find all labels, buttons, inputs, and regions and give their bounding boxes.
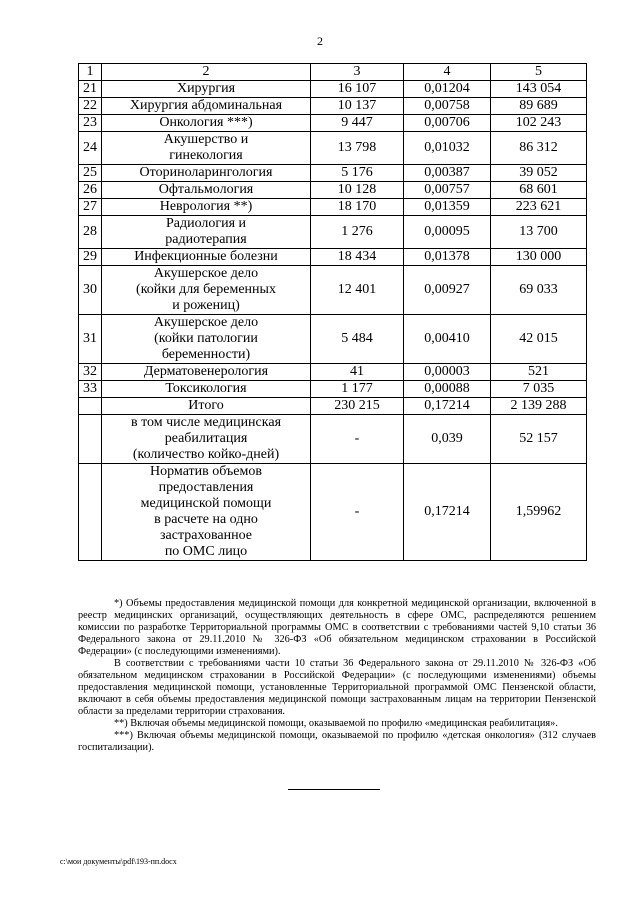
table-cell-c5: 521 <box>491 364 587 381</box>
table-cell-num: 25 <box>79 165 102 182</box>
table-cell-c3: 16 107 <box>311 81 404 98</box>
table-cell-num: 31 <box>79 315 102 364</box>
table-cell-name: Оториноларингология <box>102 165 311 182</box>
table-cell-num <box>79 415 102 464</box>
header-cell: 3 <box>311 64 404 81</box>
header-cell: 4 <box>404 64 491 81</box>
footnote: В соответствии с требованиями части 10 статьи 36 Федерального закона от 29.11.2010 № 326-ФЗ «Об обязательном медицинском страховании в Российской Федерации» (с последующими изменениями) объемы предоставления медицинской помощи, установленные Территориальной программой ОМС Пензенской области, включают в себя объемы предоставления медицинской помощи застрахованным лицам на территории Пензенской области за пределами территории страхования. <box>78 658 596 717</box>
table-cell-name: Хирургия <box>102 81 311 98</box>
table-cell-c5: 42 015 <box>491 315 587 364</box>
table-row <box>79 464 587 561</box>
table-cell-c4: 0,00088 <box>404 381 491 398</box>
table-cell-name: Неврология **) <box>102 199 311 216</box>
table-cell-name: Хирургия абдоминальная <box>102 98 311 115</box>
table-row <box>79 398 587 415</box>
table-cell-c3: 5 484 <box>311 315 404 364</box>
table-cell-c4: 0,17214 <box>404 464 491 561</box>
table-cell-c3: 12 401 <box>311 266 404 315</box>
table-cell-c3: - <box>311 415 404 464</box>
table-cell-c5: 7 035 <box>491 381 587 398</box>
header-cell: 5 <box>491 64 587 81</box>
table-cell-c3: 1 276 <box>311 216 404 249</box>
separator-line <box>288 789 380 790</box>
table-cell-name: Акушерское дело (койки патологии беременности) <box>102 315 311 364</box>
volumes-table <box>78 63 587 561</box>
table-cell-num: 22 <box>79 98 102 115</box>
table-cell-c4: 0,00095 <box>404 216 491 249</box>
table-cell-c3: 10 128 <box>311 182 404 199</box>
table-cell-name: Онкология ***) <box>102 115 311 132</box>
table-cell-c4: 0,00706 <box>404 115 491 132</box>
table-cell-name: Радиология и радиотерапия <box>102 216 311 249</box>
table-cell-c3: 9 447 <box>311 115 404 132</box>
table-cell-c4: 0,00757 <box>404 182 491 199</box>
table-cell-num: 29 <box>79 249 102 266</box>
table-cell-c3: 13 798 <box>311 132 404 165</box>
table-cell-num: 23 <box>79 115 102 132</box>
table-cell-num: 32 <box>79 364 102 381</box>
table-row <box>79 81 587 98</box>
page-number: 2 <box>317 34 323 48</box>
table-row <box>79 115 587 132</box>
file-path: c:\мои документы\pdf\193-пп.docx <box>60 857 177 866</box>
table-row <box>79 132 587 165</box>
table-cell-c5: 68 601 <box>491 182 587 199</box>
footnote: **) Включая объемы медицинской помощи, оказываемой по профилю «медицинская реабилитация». <box>114 718 558 729</box>
table-cell-num: 24 <box>79 132 102 165</box>
table-cell-c5: 102 243 <box>491 115 587 132</box>
table-cell-c3: 5 176 <box>311 165 404 182</box>
table-cell-c4: 0,00387 <box>404 165 491 182</box>
table-cell-num: 21 <box>79 81 102 98</box>
table-cell-c5: 69 033 <box>491 266 587 315</box>
table-cell-num: 27 <box>79 199 102 216</box>
table-cell-name: Офтальмология <box>102 182 311 199</box>
table-cell-c5: 130 000 <box>491 249 587 266</box>
table-cell-c3: - <box>311 464 404 561</box>
table-row <box>79 182 587 199</box>
header-cell: 2 <box>102 64 311 81</box>
table-row <box>79 415 587 464</box>
table-cell-c5: 13 700 <box>491 216 587 249</box>
table-cell-c5: 223 621 <box>491 199 587 216</box>
table-cell-c4: 0,039 <box>404 415 491 464</box>
table-cell-num <box>79 464 102 561</box>
table-cell-c4: 0,17214 <box>404 398 491 415</box>
table-row <box>79 266 587 315</box>
table-cell-c4: 0,01378 <box>404 249 491 266</box>
table-cell-c3: 41 <box>311 364 404 381</box>
table-cell-c4: 0,00410 <box>404 315 491 364</box>
table-cell-c4: 0,00758 <box>404 98 491 115</box>
table-cell-c4: 0,00927 <box>404 266 491 315</box>
table-cell-name: Акушерское дело (койки для беременных и рожениц) <box>102 266 311 315</box>
table-row <box>79 315 587 364</box>
table-row <box>79 165 587 182</box>
table-cell-c3: 10 137 <box>311 98 404 115</box>
table-row <box>79 98 587 115</box>
table-cell-c4: 0,01032 <box>404 132 491 165</box>
table-cell-name: Инфекционные болезни <box>102 249 311 266</box>
table-cell-c5: 89 689 <box>491 98 587 115</box>
table-row <box>79 216 587 249</box>
table-cell-num: 30 <box>79 266 102 315</box>
table-cell-c3: 1 177 <box>311 381 404 398</box>
table-cell-num: 28 <box>79 216 102 249</box>
table-cell-c5: 1,59962 <box>491 464 587 561</box>
table-cell-num <box>79 398 102 415</box>
footnotes <box>78 598 596 754</box>
table-cell-c4: 0,01359 <box>404 199 491 216</box>
footnote: *) Объемы предоставления медицинской помощи для конкретной медицинской организации, включенной в реестр медицинских организаций, осуществляющих деятельность в сфере ОМС, распределяются решением комиссии по разработке Территориальной программы ОМС в соответствии с требованиями частей 9,10 статьи 36 Федерального закона от 29.11.2010 № 326-ФЗ «Об обязательном медицинском страховании в Российской Федерации» (с последующими изменениями). <box>78 598 596 657</box>
table-cell-c5: 52 157 <box>491 415 587 464</box>
table-cell-name: в том числе медицинская реабилитация (количество койко-дней) <box>102 415 311 464</box>
table-row <box>79 364 587 381</box>
table-cell-name: Дерматовенерология <box>102 364 311 381</box>
table-cell-name: Норматив объемов предоставления медицинской помощи в расчете на одно застрахованное по ОМС лицо <box>102 464 311 561</box>
table-cell-c5: 2 139 288 <box>491 398 587 415</box>
table-cell-name: Токсикология <box>102 381 311 398</box>
table-row <box>79 249 587 266</box>
table-row <box>79 199 587 216</box>
table-cell-c5: 39 052 <box>491 165 587 182</box>
table-cell-c4: 0,01204 <box>404 81 491 98</box>
footnote: ***) Включая объемы медицинской помощи, оказываемой по профилю «детская онкология» (312 случаев госпитализации). <box>78 730 596 753</box>
table-cell-c5: 143 054 <box>491 81 587 98</box>
header-cell: 1 <box>79 64 102 81</box>
table-cell-name: Итого <box>102 398 311 415</box>
table-cell-c3: 18 170 <box>311 199 404 216</box>
table-cell-c3: 18 434 <box>311 249 404 266</box>
table-cell-num: 33 <box>79 381 102 398</box>
table-cell-c5: 86 312 <box>491 132 587 165</box>
table-cell-name: Акушерство и гинекология <box>102 132 311 165</box>
table-row <box>79 381 587 398</box>
table-cell-num: 26 <box>79 182 102 199</box>
table-cell-c3: 230 215 <box>311 398 404 415</box>
table-cell-c4: 0,00003 <box>404 364 491 381</box>
table-header-row <box>79 64 587 81</box>
